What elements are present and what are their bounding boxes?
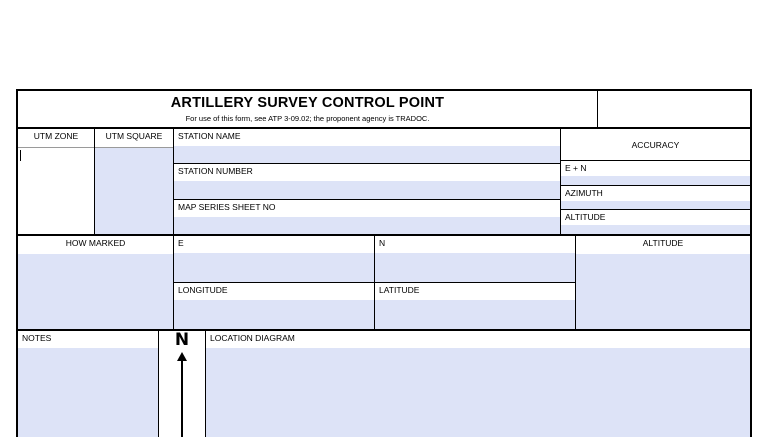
latitude-field-group xyxy=(375,283,575,329)
accuracy-azimuth-label: AZIMUTH xyxy=(565,187,603,198)
north-arrow-indicator xyxy=(158,331,206,437)
form-title-cell xyxy=(18,91,598,127)
utm-square-input[interactable] xyxy=(95,147,173,234)
longitude-field-group xyxy=(174,283,375,329)
how-marked-input[interactable] xyxy=(18,254,173,329)
altitude-input[interactable] xyxy=(576,254,750,329)
notes-label: NOTES xyxy=(22,333,52,343)
altitude-field-group xyxy=(576,236,750,329)
station-number-label: STATION NUMBER xyxy=(178,166,253,177)
station-name-field-group xyxy=(174,129,560,164)
longitude-label: LONGITUDE xyxy=(178,285,228,295)
page-title: ARTILLERY SURVEY CONTROL POINT xyxy=(170,95,445,112)
latitude-input[interactable] xyxy=(375,300,575,329)
notes-input[interactable] xyxy=(18,348,158,437)
grid-coordinates-row xyxy=(174,236,575,283)
north-letter: N xyxy=(174,330,190,350)
accuracy-en-label: E + N xyxy=(565,163,587,173)
utm-square-field-group xyxy=(95,129,174,234)
utm-square-label: UTM SQUARE xyxy=(105,131,163,141)
how-marked-field-group xyxy=(18,236,174,329)
latitude-label: LATITUDE xyxy=(379,285,420,295)
location-diagram-label: LOCATION DIAGRAM xyxy=(210,333,295,343)
station-field-column xyxy=(174,129,561,234)
accuracy-altitude-field-group xyxy=(561,210,750,234)
longitude-input[interactable] xyxy=(174,300,374,329)
accuracy-panel-header xyxy=(561,129,750,161)
utm-zone-input[interactable] xyxy=(18,147,94,234)
location-diagram-field-group xyxy=(206,331,750,437)
artillery-survey-control-point-form xyxy=(16,89,752,437)
accuracy-en-input[interactable] xyxy=(561,176,750,185)
accuracy-azimuth-input[interactable] xyxy=(561,201,750,210)
northing-label: N xyxy=(379,238,386,248)
map-series-sheet-no-label: MAP SERIES SHEET NO xyxy=(178,201,276,212)
coordinate-grid xyxy=(174,236,576,329)
northing-input[interactable] xyxy=(375,253,575,282)
station-name-input[interactable] xyxy=(174,146,560,163)
accuracy-en-field-group xyxy=(561,161,750,186)
northing-field-group xyxy=(375,236,575,282)
utm-zone-label: UTM ZONE xyxy=(33,131,79,141)
north-arrow-shaft xyxy=(181,360,183,437)
notes-and-diagram-band xyxy=(18,331,750,437)
text-caret xyxy=(20,150,21,161)
notes-field-group xyxy=(18,331,158,437)
how-marked-label: HOW MARKED xyxy=(65,238,126,248)
identification-band xyxy=(18,129,750,234)
easting-input[interactable] xyxy=(174,253,374,282)
map-series-sheet-no-input[interactable] xyxy=(174,217,560,234)
coordinates-band xyxy=(18,234,750,331)
easting-field-group xyxy=(174,236,375,282)
accuracy-altitude-label: ALTITUDE xyxy=(565,212,606,223)
accuracy-azimuth-field-group xyxy=(561,186,750,211)
form-header xyxy=(18,91,750,129)
location-diagram-input[interactable] xyxy=(206,348,750,437)
accuracy-altitude-input[interactable] xyxy=(561,225,750,234)
form-subtitle: For use of this form, see ATP 3-09.02; the proponent agency is TRADOC. xyxy=(185,113,430,123)
map-series-sheet-no-field-group xyxy=(174,200,560,234)
station-number-field-group xyxy=(174,164,560,199)
header-blank-field[interactable] xyxy=(598,91,750,127)
easting-label: E xyxy=(178,238,184,248)
station-number-input[interactable] xyxy=(174,181,560,198)
geographic-coordinates-row xyxy=(174,283,575,329)
accuracy-panel xyxy=(561,129,750,234)
utm-zone-field-group xyxy=(18,129,95,234)
station-name-label: STATION NAME xyxy=(178,131,241,141)
accuracy-title: ACCURACY xyxy=(631,139,680,150)
altitude-label: ALTITUDE xyxy=(642,238,684,248)
